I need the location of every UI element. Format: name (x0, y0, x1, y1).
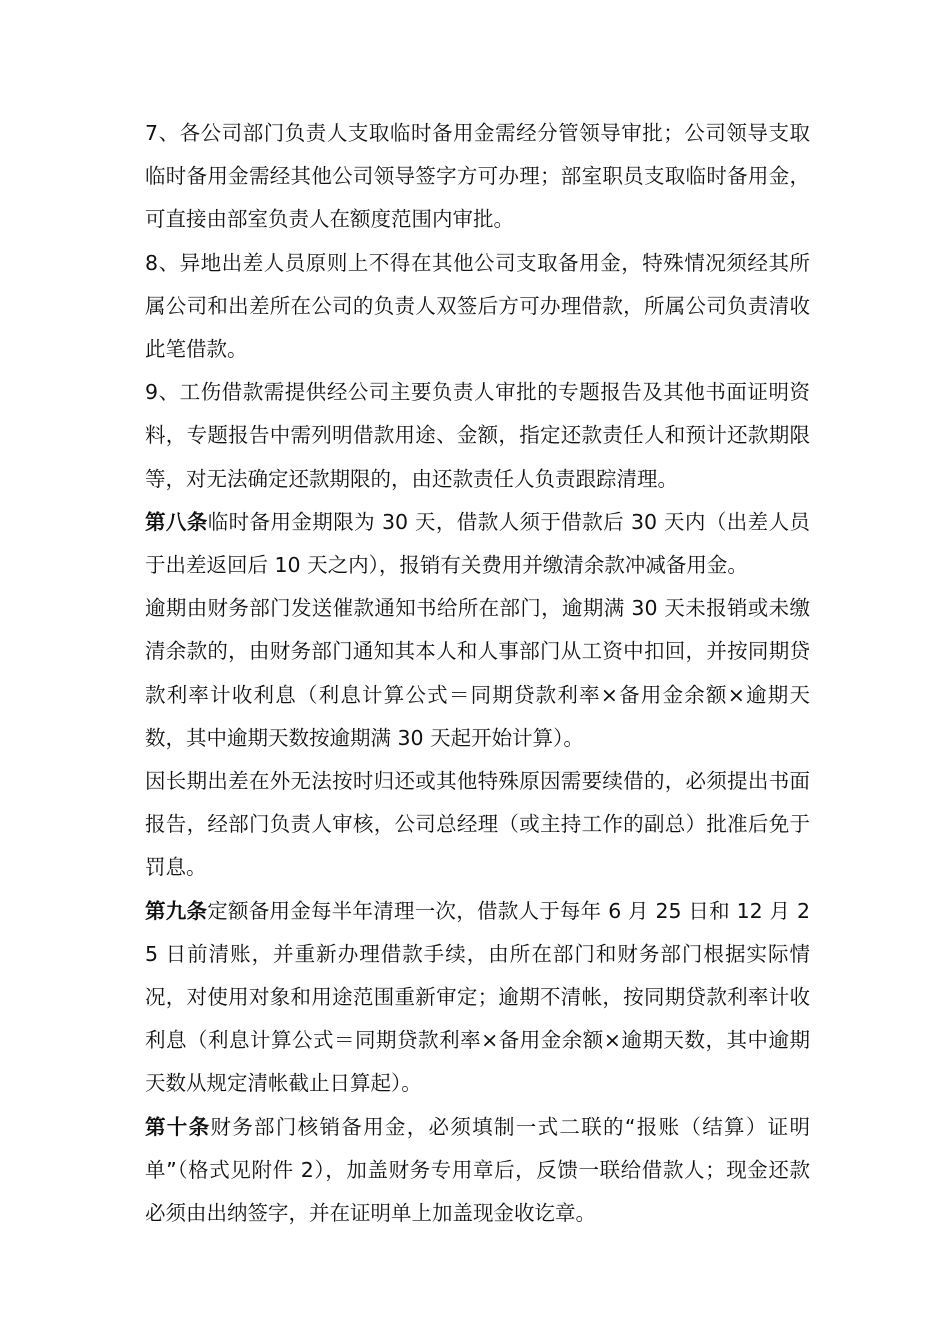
clause-8 (145, 242, 810, 372)
article-8-extension (145, 760, 810, 890)
document-body (145, 112, 810, 1235)
article-8 (145, 501, 810, 587)
article-label: 第十条 (145, 1114, 211, 1139)
clause-text: 9、工伤借款需提供经公司主要负责人审批的专题报告及其他书面证明资料，专题报告中需列明借款用途、金额，指定还款责任人和预计还款期限等，对无法确定还款期限的，由还款责任人负责跟踪清理。 (145, 380, 810, 491)
article-text: 定额备用金每半年清理一次，借款人于每年 6 月 25 日和 12 月 25 日前清账，并重新办理借款手续，由所在部门和财务部门根据实际情况，对使用对象和用途范围重新审定；逾期不清帐，按同期贷款利率计收利息（利息计算公式＝同期贷款利率×备用金余额×逾期天数，其中逾期天数从规定清帐截止日算起）。 (145, 898, 811, 1096)
article-label: 第八条 (145, 509, 208, 534)
clause-9 (145, 371, 810, 501)
article-text: 临时备用金期限为 30 天，借款人须于借款后 30 天内（出差人员于出差返回后 10 天之内），报销有关费用并缴清余款冲减备用金。 (145, 509, 810, 578)
article-label: 第九条 (145, 898, 208, 923)
clause-text: 7、各公司部门负责人支取临时备用金需经分管领导审批；公司领导支取临时备用金需经其他公司领导签字方可办理；部室职员支取临时备用金，可直接由部室负责人在额度范围内审批。 (145, 121, 810, 232)
article-text: 财务部门核销备用金，必须填制一式二联的“报账（结算）证明单”（格式见附件 2），加盖财务专用章后，反馈一联给借款人；现金还款必须由出纳签字，并在证明单上加盖现金收讫章。 (145, 1114, 810, 1226)
clause-7 (145, 112, 810, 242)
clause-text: 逾期由财务部门发送催款通知书给所在部门，逾期满 30 天未报销或未缴清余款的，由财务部门通知其本人和人事部门从工资中扣回，并按同期贷款利率计收利息（利息计算公式＝同期贷款利率×备用金余额×逾期天数，其中逾期天数按逾期满 30 天起开始计算）。 (145, 596, 810, 750)
article-9 (145, 890, 810, 1106)
article-10 (145, 1106, 810, 1236)
clause-text: 8、异地出差人员原则上不得在其他公司支取备用金，特殊情况须经其所属公司和出差所在公司的负责人双签后方可办理借款，所属公司负责清收此笔借款。 (145, 250, 810, 362)
article-8-overdue (145, 587, 810, 760)
clause-text: 因长期出差在外无法按时归还或其他特殊原因需要续借的，必须提出书面报告，经部门负责人审核，公司总经理（或主持工作的副总）批准后免于罚息。 (145, 769, 810, 880)
